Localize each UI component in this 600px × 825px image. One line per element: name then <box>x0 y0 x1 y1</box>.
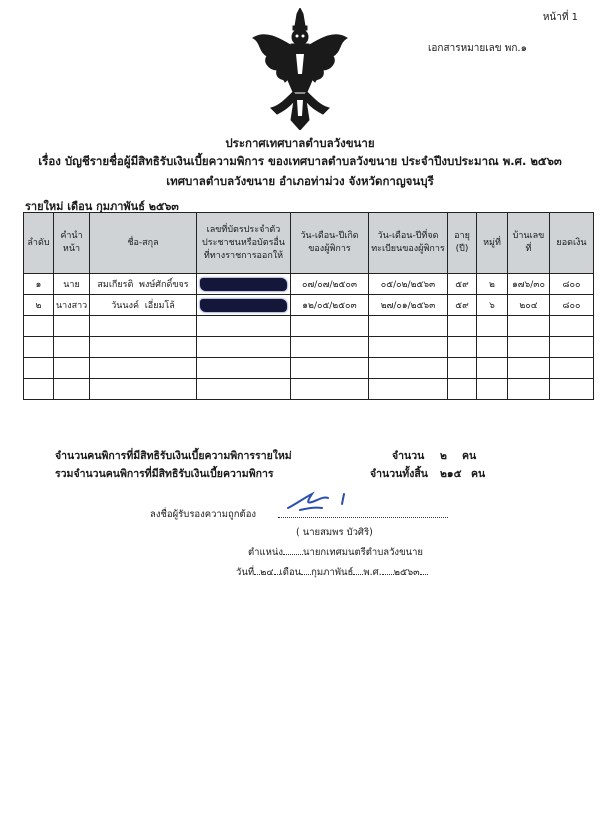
total-count-value: ๒๑๕ <box>440 468 462 480</box>
house-number: ๑๗๖/๓๐ <box>508 274 550 295</box>
empty-row <box>24 316 594 337</box>
empty-row <box>24 379 594 400</box>
registration-date: ๒๗/๐๑/๒๕๖๓ <box>369 295 448 316</box>
date-year: ๒๕๖๓ <box>393 567 420 578</box>
column-header: วัน-เดือน-ปีเกิดของผู้พิการ <box>291 213 369 274</box>
id-number-cell <box>197 274 291 295</box>
column-header: อายุ (ปี) <box>448 213 477 274</box>
signed-date: วันที่ ๒๔ เดือน กุมภาพันธ์ พ.ศ. ๒๕๖๓ <box>236 565 428 580</box>
registration-date: ๐๕/๐๒/๒๕๖๓ <box>369 274 448 295</box>
column-header: ชื่อ-สกุล <box>90 213 197 274</box>
list-period: รายใหม่ เดือน กุมภาพันธ์ ๒๕๖๓ <box>25 200 179 213</box>
column-header: ยอดเงิน <box>550 213 594 274</box>
date-month: กุมภาพันธ์ <box>311 567 354 578</box>
amount: ๘๐๐ <box>550 295 594 316</box>
empty-row <box>24 337 594 358</box>
birth-date: ๐๗/๐๗/๒๕๐๓ <box>291 274 369 295</box>
column-header: เลขที่บัตรประจำตัวประชาชนหรือบัตรอื่นที่ทางราชการออกให้ <box>197 213 291 274</box>
total-count-label: รวมจำนวนคนพิการที่มีสิทธิรับเงินเบี้ยความพิการ <box>55 468 274 480</box>
full-name <box>90 274 197 295</box>
age: ๕๙ <box>448 274 477 295</box>
row-number: ๒ <box>24 295 54 316</box>
table-header-row <box>24 213 594 274</box>
certify-label: ลงชื่อผู้รับรองความถูกต้อง <box>150 509 257 520</box>
announcement-title: ประกาศเทศบาลตำบลวังขนาย <box>225 136 375 150</box>
new-count-value: ๒ <box>440 450 447 462</box>
beneficiary-table <box>23 212 594 400</box>
position-value: นายกเทศมนตรีตำบลวังขนาย <box>303 547 423 558</box>
column-header: วัน-เดือน-ปีที่จดทะเบียนของผู้พิการ <box>369 213 448 274</box>
birth-date: ๑๒/๐๕/๒๕๐๓ <box>291 295 369 316</box>
total-count-caption: จำนวนทั้งสิ้น <box>370 468 428 480</box>
date-day: ๒๔ <box>260 567 274 578</box>
signer-position: ตำแหน่ง นายกเทศมนตรีตำบลวังขนาย <box>248 547 423 558</box>
name-prefix: นางสาว <box>54 295 90 316</box>
column-header: คำนำหน้า <box>54 213 90 274</box>
last-name: เอี่ยมโล้ <box>144 301 175 311</box>
age: ๕๙ <box>448 295 477 316</box>
amount: ๘๐๐ <box>550 274 594 295</box>
garuda-emblem-icon <box>251 8 349 130</box>
village-number: ๒ <box>477 274 508 295</box>
table-row <box>24 295 594 316</box>
house-number: ๒๐๔ <box>508 295 550 316</box>
last-name: พงษ์ศักดิ์ขจร <box>139 280 189 290</box>
row-number: ๑ <box>24 274 54 295</box>
empty-row <box>24 358 594 379</box>
redaction-mark <box>200 299 287 312</box>
table-row <box>24 274 594 295</box>
signer-name: ( นายสมพร บัวศิริ) <box>296 527 373 538</box>
first-name: วันนงค์ <box>111 301 139 311</box>
handwritten-signature <box>282 486 362 516</box>
total-count-unit: คน <box>471 468 486 480</box>
page-number: หน้าที่ 1 <box>542 12 578 23</box>
name-prefix: นาย <box>54 274 90 295</box>
column-header: ลำดับ <box>24 213 54 274</box>
document-code: เอกสารหมายเลข พก.๑ <box>428 43 527 54</box>
new-count-unit: คน <box>462 450 477 462</box>
village-number: ๖ <box>477 295 508 316</box>
column-header: บ้านเลขที่ <box>508 213 550 274</box>
signature-line <box>278 517 448 518</box>
id-number-cell <box>197 295 291 316</box>
announcement-subject: เรื่อง บัญชีรายชื่อผู้มีสิทธิรับเงินเบี้ยความพิการ ของเทศบาลตำบลวังขนาย ประจำปีงบประมาณ พ.ศ. ๒๕๖๓ <box>38 154 562 168</box>
column-header: หมู่ที่ <box>477 213 508 274</box>
announcement-location: เทศบาลตำบลวังขนาย อำเภอท่าม่วง จังหวัดกาญจนบุรี <box>166 174 434 188</box>
redaction-mark <box>200 278 287 291</box>
full-name <box>90 295 197 316</box>
first-name: สมเกียรติ <box>97 280 134 290</box>
new-count-caption: จำนวน <box>392 450 425 462</box>
new-count-label: จำนวนคนพิการที่มีสิทธิรับเงินเบี้ยความพิการรายใหม่ <box>55 450 292 462</box>
